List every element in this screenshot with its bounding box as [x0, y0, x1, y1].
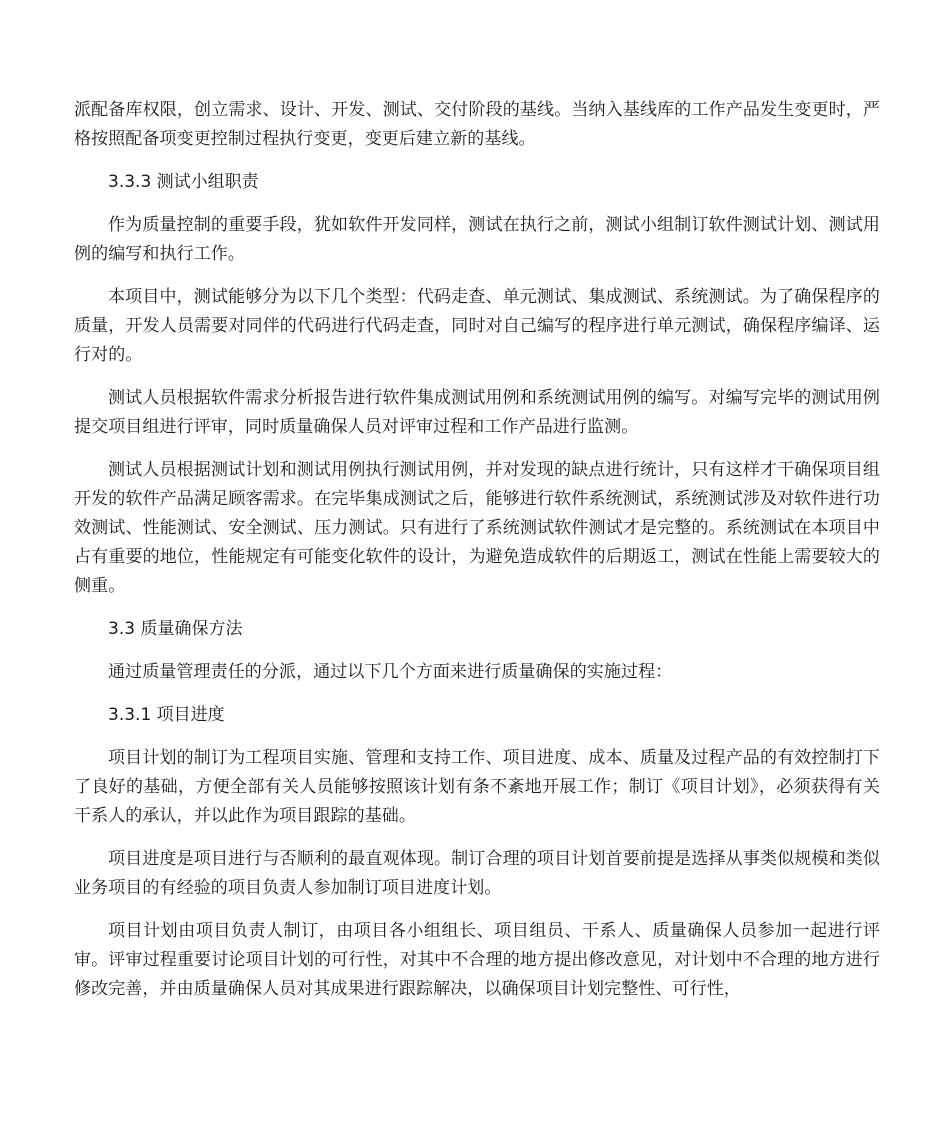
paragraph: 测试人员根据软件需求分析报告进行软件集成测试用例和系统测试用例的编写。对编写完毕的测试用例提交项目组进行评审，同时质量确保人员对评审过程和工作产品进行监测。 [74, 388, 880, 437]
paragraph-continuation: 派配备库权限，创立需求、设计、开发、测试、交付阶段的基线。当纳入基线库的工作产品发生变更时，严格按照配备项变更控制过程执行变更，变更后建立新的基线。 [74, 100, 880, 149]
paragraph: 作为质量控制的重要手段，犹如软件开发同样，测试在执行之前，测试小组制订软件测试计划、测试用例的编写和执行工作。 [74, 215, 880, 264]
paragraph: 项目计划由项目负责人制订，由项目各小组组长、项目组员、干系人、质量确保人员参加一起进行评审。评审过程重要讨论项目计划的可行性，对其中不合理的地方提出修改意见，对计划中不合理的地方进行修改完善，并由质量确保人员对其成果进行跟踪解决，以确保项目计划完整性、可行性， [74, 921, 880, 999]
document-page [74, 96, 880, 1018]
paragraph: 通过质量管理责任的分派，通过以下几个方面来进行质量确保的实施过程： [108, 662, 673, 682]
section-heading-project-progress: 3.3.1 项目进度 [108, 705, 225, 725]
paragraph: 本项目中，测试能够分为以下几个类型：代码走查、单元测试、集成测试、系统测试。为了确保程序的质量，开发人员需要对同伴的代码进行代码走查，同时对自己编写的程序进行单元测试，确保程序编译、运行对的。 [74, 287, 880, 365]
section-heading-qa-methods: 3.3 质量确保方法 [108, 619, 243, 639]
paragraph: 项目进度是项目进行与否顺利的最直观体现。制订合理的项目计划首要前提是选择从事类似规模和类似业务项目的有经验的项目负责人参加制订项目进度计划。 [74, 849, 880, 898]
paragraph: 项目计划的制订为工程项目实施、管理和支持工作、项目进度、成本、质量及过程产品的有效控制打下了良好的基础，方便全部有关人员能够按照该计划有条不紊地开展工作；制订《项目计划》，必须获得有关干系人的承认，并以此作为项目跟踪的基础。 [74, 748, 880, 826]
paragraph: 测试人员根据测试计划和测试用例执行测试用例，并对发现的缺点进行统计，只有这样才干确保项目组开发的软件产品满足顾客需求。在完毕集成测试之后，能够进行软件系统测试，系统测试涉及对软件进行功效测试、性能测试、安全测试、压力测试。只有进行了系统测试软件测试才是完整的。系统测试在本项目中占有重要的地位，性能规定有可能变化软件的设计，为避免造成软件的后期返工，测试在性能上需要较大的侧重。 [74, 460, 880, 596]
section-heading-test-team: 3.3.3 测试小组职责 [108, 172, 259, 192]
